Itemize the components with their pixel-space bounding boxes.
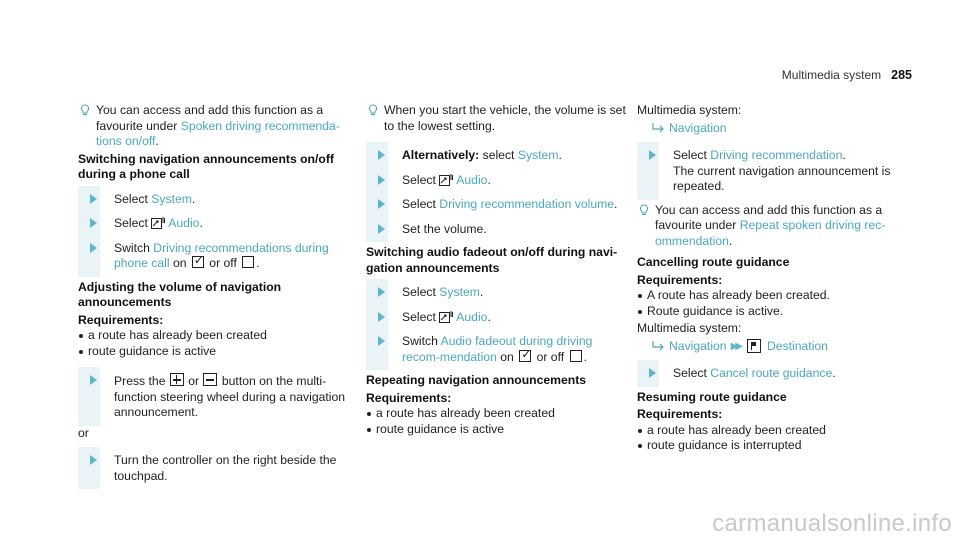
minus-button-icon xyxy=(203,373,217,386)
step-text: or xyxy=(184,374,203,388)
step-cancel-route xyxy=(637,366,899,382)
step-select-system xyxy=(78,192,354,208)
step-arrow-icon xyxy=(90,243,97,253)
section-title: Multimedia system xyxy=(781,68,882,82)
menu-path xyxy=(637,121,899,137)
media-icon xyxy=(439,311,453,323)
step-arrow-icon xyxy=(90,194,97,204)
step-arrow-icon xyxy=(378,199,385,209)
checkbox-on-icon xyxy=(192,256,204,268)
checkbox-off-icon xyxy=(242,256,254,268)
on-text: on xyxy=(169,256,190,270)
step-arrow-icon xyxy=(90,375,97,385)
favourite-link[interactable]: Spoken driving recommenda-tions on/off xyxy=(96,118,340,148)
heading-phone-call: Switching navigation announcements on/off during a phone call xyxy=(78,151,334,181)
multimedia-system-label: Multimedia system: xyxy=(637,321,742,335)
cancel-route-guidance-link[interactable]: Cancel route guidance xyxy=(710,366,833,380)
driving-recommendation-link[interactable]: Driving recommendation xyxy=(710,148,843,162)
note-end: . xyxy=(728,233,733,248)
step-arrow-icon xyxy=(90,218,97,228)
step-text: Select xyxy=(402,309,440,324)
step-bar xyxy=(366,328,388,370)
driving-recommendation-volume-link[interactable]: Driving recommendation volume xyxy=(439,197,615,211)
checkbox-off-icon xyxy=(570,350,582,362)
step-end: . xyxy=(832,366,836,380)
step-end: . xyxy=(256,256,260,270)
column-1 xyxy=(78,103,354,492)
list-item: a route has already been created xyxy=(637,423,899,439)
step-text: Select xyxy=(402,197,440,211)
step-text: button on the multi-function steering wheel during a navigation announcement. xyxy=(114,374,346,419)
step-text: select xyxy=(479,148,518,162)
system-link[interactable]: System xyxy=(439,285,480,299)
page-header xyxy=(782,68,912,84)
note-text: When you start the vehicle, the volume is set to the lowest setting. xyxy=(384,103,626,133)
audio-link[interactable]: Audio xyxy=(168,216,200,230)
double-chevron-icon: ▶▶ xyxy=(730,340,740,352)
audio-link[interactable]: Audio xyxy=(456,309,488,324)
step-arrow-icon xyxy=(378,287,385,297)
step-bar xyxy=(78,447,100,489)
requirements-label: Requirements: xyxy=(637,407,723,421)
checkbox-on-icon xyxy=(519,350,531,362)
step-select-system xyxy=(366,285,626,301)
step-alternatively xyxy=(366,148,626,164)
step-select-audio xyxy=(78,216,354,232)
system-link[interactable]: System xyxy=(151,191,192,206)
list-item: a route has already been created xyxy=(78,328,354,344)
step-switch-audio-fadeout xyxy=(366,334,626,365)
step-end: . xyxy=(558,148,562,162)
list-item: Route guidance is active. xyxy=(637,304,899,320)
heading-cancelling: Cancelling route guidance xyxy=(637,255,790,269)
info-bulb-icon xyxy=(368,104,378,116)
navigation-link[interactable]: Navigation xyxy=(669,338,727,353)
step-arrow-icon xyxy=(649,368,656,378)
info-bulb-icon xyxy=(80,104,90,116)
step-select-volume xyxy=(366,197,626,213)
step-bar xyxy=(78,235,100,277)
navigation-link[interactable]: Navigation xyxy=(669,120,727,135)
requirements-label: Requirements: xyxy=(366,390,452,405)
requirements-label: Requirements: xyxy=(78,312,164,327)
requirements-label: Requirements: xyxy=(637,272,723,287)
step-end: . xyxy=(842,148,846,162)
menu-path xyxy=(637,339,899,355)
step-text: Select xyxy=(402,285,440,299)
on-text: on xyxy=(496,349,518,364)
alternatively-label: Alternatively: xyxy=(402,148,480,162)
list-item: route guidance is interrupted xyxy=(637,438,899,454)
destination-flag-icon xyxy=(747,339,761,353)
off-text: or off xyxy=(533,349,568,364)
step-switch-phone-call xyxy=(78,241,354,272)
step-text: Turn the controller on the right beside the touchpad. xyxy=(114,453,337,483)
step-select-driving-recommendation xyxy=(637,148,899,195)
system-link[interactable]: System xyxy=(517,148,559,162)
note-end: . xyxy=(155,134,159,148)
watermark: carmanualsonline.info xyxy=(712,509,952,537)
step-select-audio xyxy=(366,310,626,326)
step-end: . xyxy=(199,216,203,230)
column-2 xyxy=(366,103,626,437)
info-note xyxy=(366,103,626,134)
step-arrow-icon xyxy=(378,175,385,185)
repeat-spoken-link[interactable]: Repeat spoken driving rec-ommendation xyxy=(655,218,886,248)
step-text: Select xyxy=(114,191,152,206)
plus-button-icon xyxy=(170,373,184,386)
step-arrow-icon xyxy=(378,312,385,322)
step-end: . xyxy=(479,285,484,299)
step-end: . xyxy=(614,197,618,211)
note-text: You can access and add this function as a favourite under xyxy=(96,103,324,133)
step-press-button xyxy=(78,373,354,421)
step-text: Press the xyxy=(114,374,169,388)
step-text: Select xyxy=(402,172,440,187)
step-text: Switch xyxy=(114,240,154,255)
step-end: . xyxy=(487,309,491,324)
step-text: Select xyxy=(673,366,711,380)
multimedia-system-label: Multimedia system: xyxy=(637,103,742,117)
heading-volume: Adjusting the volume of navigation announcements xyxy=(78,279,282,309)
step-end: . xyxy=(191,191,196,206)
step-text: Set the volume. xyxy=(402,221,487,236)
step-result: The current navigation announcement is repeated. xyxy=(673,163,891,193)
step-end: . xyxy=(487,172,491,187)
media-icon xyxy=(151,217,165,229)
audio-link[interactable]: Audio xyxy=(456,172,488,187)
path-arrow-icon xyxy=(651,122,665,134)
step-arrow-icon xyxy=(649,150,656,160)
info-bulb-icon xyxy=(639,204,649,216)
step-arrow-icon xyxy=(90,455,97,465)
info-note xyxy=(637,203,899,250)
off-text: or off xyxy=(205,256,241,270)
step-arrow-icon xyxy=(378,224,385,234)
list-item: route guidance is active xyxy=(78,344,354,360)
step-text: Select xyxy=(114,216,152,230)
step-select-audio xyxy=(366,173,626,189)
step-arrow-icon xyxy=(378,336,385,346)
step-set-volume xyxy=(366,222,626,238)
list-item: A route has already been created. xyxy=(637,288,899,304)
media-icon xyxy=(439,174,453,186)
column-3 xyxy=(637,103,899,454)
step-arrow-icon xyxy=(378,150,385,160)
list-item: a route has already been created xyxy=(366,406,626,422)
step-text: Switch xyxy=(402,334,441,348)
audio-fadeout-link[interactable]: Audio fadeout during driving recom-mendation xyxy=(402,334,593,364)
heading-repeating: Repeating navigation announcements xyxy=(366,373,587,387)
driving-recommendations-link[interactable]: Driving recommendations during phone call xyxy=(114,240,329,270)
heading-resuming: Resuming route guidance xyxy=(637,389,787,404)
step-turn-controller xyxy=(78,453,354,484)
page-number: 285 xyxy=(891,68,912,82)
path-arrow-icon xyxy=(651,340,665,352)
heading-audio-fadeout: Switching audio fadeout on/off during navi-gation announcements xyxy=(366,245,618,275)
step-end: . xyxy=(583,349,587,364)
step-text: Select xyxy=(673,148,711,162)
info-note xyxy=(78,103,354,150)
or-text: or xyxy=(78,425,89,440)
destination-link[interactable]: Destination xyxy=(766,338,828,353)
list-item: route guidance is active xyxy=(366,422,626,438)
note-text: You can access and add this function as a favourite under xyxy=(655,202,883,232)
